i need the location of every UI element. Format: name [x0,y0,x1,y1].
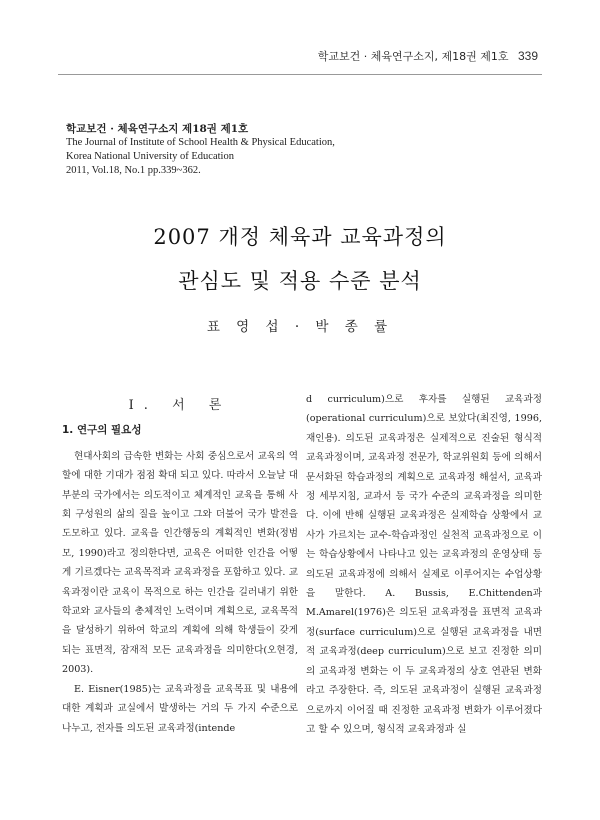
subsection-heading: 1. 연구의 필요성 [62,424,142,437]
journal-info [66,122,466,178]
paper-title [0,215,600,303]
journal-name-english: The Journal of Institute of School Health & Physical Education, [66,137,335,148]
left-column [62,394,298,738]
header-rule [58,74,542,75]
page-number: 339 [517,49,538,63]
right-column [306,390,542,739]
title-line-2: 관심도 및 적용 수준 분석 [178,269,422,293]
section-heading: I. 서 론 [128,398,232,413]
running-header [318,48,538,64]
authors: 표 영 섭 · 박 종 률 [206,319,394,335]
running-header-text: 학교보건 · 체육연구소지, 제18권 제1호 [317,50,509,63]
body-paragraph: E. Eisner(1985)는 교육과정을 교육목표 및 내용에 대한 계획과 교실에서 발생하는 거의 두 가지 수준으로 나누고, 전자를 의도된 교육과정(intende [62,683,298,734]
journal-citation: 2011, Vol.18, No.1 pp.339~362. [66,165,201,176]
title-line-1: 2007 개정 체육과 교육과정의 [153,225,447,249]
journal-institution: Korea National University of Education [66,151,234,162]
journal-name-korean: 학교보건 · 체육연구소지 제18권 제1호 [66,123,249,135]
body-paragraph: 현대사회의 급속한 변화는 사회 중심으로서 교육의 역할에 대한 기대가 점점 확대 되고 있다. 따라서 오늘날 대부분의 국가에서는 의도적이고 체계적인 교육을 통해 사회 구성원의 삶의 질을 높이고 그와 더불어 국가 발전을 도모하고 있다. 교육을 인간행동의 계획적인 변화(정범모, 1990)라고 정의한다면, 교육은 어떠한 인간을 어떻게 기르겠다는 교육목적과 교육과정을 포함하고 있다. 교육과정이란 교육이 목적으로 하는 인간을 길러내기 위한 학교와 교사들의 총체적인 노력이며 계획으로, 교육목적을 달성하기 위하여 학교의 계획에 의해 학생들이 갖게 되는 표면적, 잠재적 모든 교육과정을 의미한다(오현경, 2003). [62,450,298,676]
body-paragraph: d curriculum)으로 후자를 실행된 교육과정(operational curriculum)으로 보았다(최진영, 1996, 재인용). 의도된 교육과정은 실제적으로 진술된 형식적 교육과정이며, 교육과정 전문가, 학교위원회 등에 의해서 문서화된 학습과정의 계획으로 교육과정 해설서, 교육과정 세부지침, 교과서 등 국가 수준의 교육과정을 의미한다. 이에 반해 실행된 교육과정은 실제학습 상황에서 교사가 가르치는 교수-학습과정인 실천적 교육과정으로 이는 학습상황에서 나타나고 있는 교육과정의 운영상태 등 의도된 교육과정에 의해서 실제로 이루어지는 수업상황을 말한다. A. Bussis, E.Chittenden과 M.Amarel(1976)은 의도된 교육과정을 표면적 교육과정(surface curriculum)으로 실행된 교육과정을 내면적 교육과정(deep curriculum)으로 보고 진정한 의미의 교육과정 변화는 이 두 교육과정의 상호 연관된 변화라고 주장한다. 즉, 의도된 교육과정이 실행된 교육과정으로까지 이어질 때 진정한 교육과정 변화가 이루어졌다고 할 수 있으며, 형식적 교육과정과 실 [306,394,542,735]
